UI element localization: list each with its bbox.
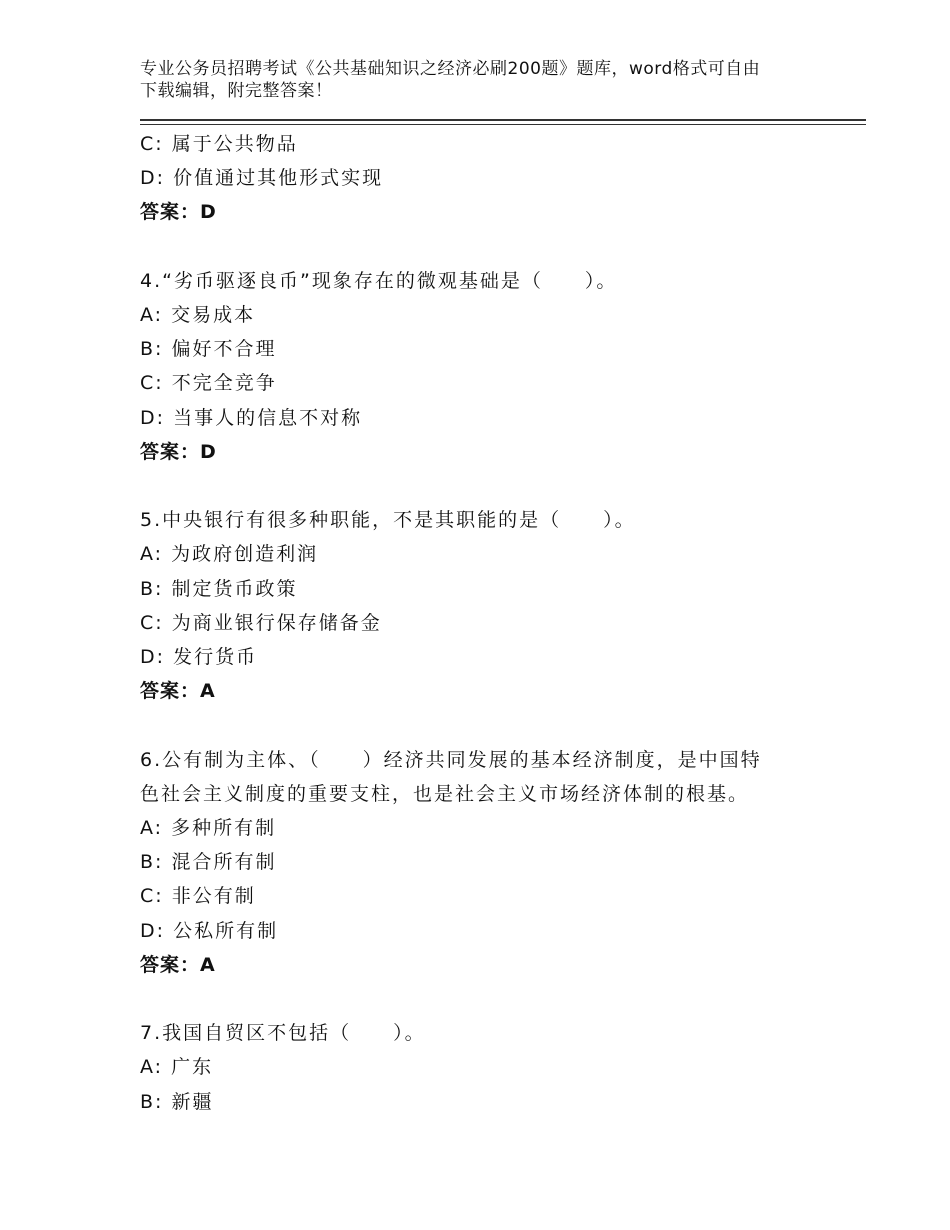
answer: 答案：A (140, 680, 216, 703)
document-header (140, 58, 820, 102)
option-d: D: 发行货币 (140, 646, 258, 669)
option-a: A: 多种所有制 (140, 817, 277, 840)
question-stem-line-2: 色社会主义制度的重要支柱，也是社会主义市场经济体制的根基。 (140, 782, 750, 805)
spacer (140, 708, 840, 742)
question-3-fragment (140, 127, 840, 230)
answer: 答案：D (140, 201, 217, 224)
spacer (140, 230, 840, 264)
header-rule-thick (140, 119, 866, 121)
spacer (140, 469, 840, 503)
header-rule-thin (140, 124, 866, 125)
answer: 答案：D (140, 440, 217, 463)
option-d: D: 公私所有制 (140, 919, 279, 942)
question-stem: 5.中央银行有很多种职能，不是其职能的是（ ）。 (140, 509, 636, 532)
question-6 (140, 743, 840, 982)
document-body (140, 127, 840, 1119)
header-line-2: 下载编辑，附完整答案！ (140, 81, 333, 101)
option-b: B: 新疆 (140, 1090, 214, 1113)
question-4 (140, 264, 840, 469)
option-c: C: 为商业银行保存储备金 (140, 611, 382, 634)
option-c: C: 属于公共物品 (140, 133, 298, 155)
option-d: D: 价值通过其他形式实现 (140, 167, 384, 190)
spacer (140, 982, 840, 1016)
option-b: B: 混合所有制 (140, 851, 277, 874)
option-d: D: 当事人的信息不对称 (140, 406, 363, 429)
option-a: A: 交易成本 (140, 304, 256, 326)
option-b: B: 偏好不合理 (140, 338, 277, 361)
option-c: C: 不完全竞争 (140, 372, 277, 395)
option-b: B: 制定货币政策 (140, 577, 298, 600)
question-stem-line-1: 6.公有制为主体、（ ）经济共同发展的基本经济制度，是中国特 (140, 748, 762, 771)
question-7 (140, 1016, 840, 1119)
option-c: C: 非公有制 (140, 885, 256, 908)
question-5 (140, 503, 840, 708)
question-stem: 4.“劣币驱逐良币”现象存在的微观基础是（ ）。 (140, 269, 618, 292)
option-a: A: 为政府创造利润 (140, 543, 319, 566)
option-a: A: 广东 (140, 1056, 214, 1079)
header-line-1: 专业公务员招聘考试《公共基础知识之经济必刷200题》题库，word格式可自由 (140, 59, 761, 79)
question-stem: 7.我国自贸区不包括（ ）。 (140, 1022, 426, 1045)
answer: 答案：A (140, 953, 216, 976)
